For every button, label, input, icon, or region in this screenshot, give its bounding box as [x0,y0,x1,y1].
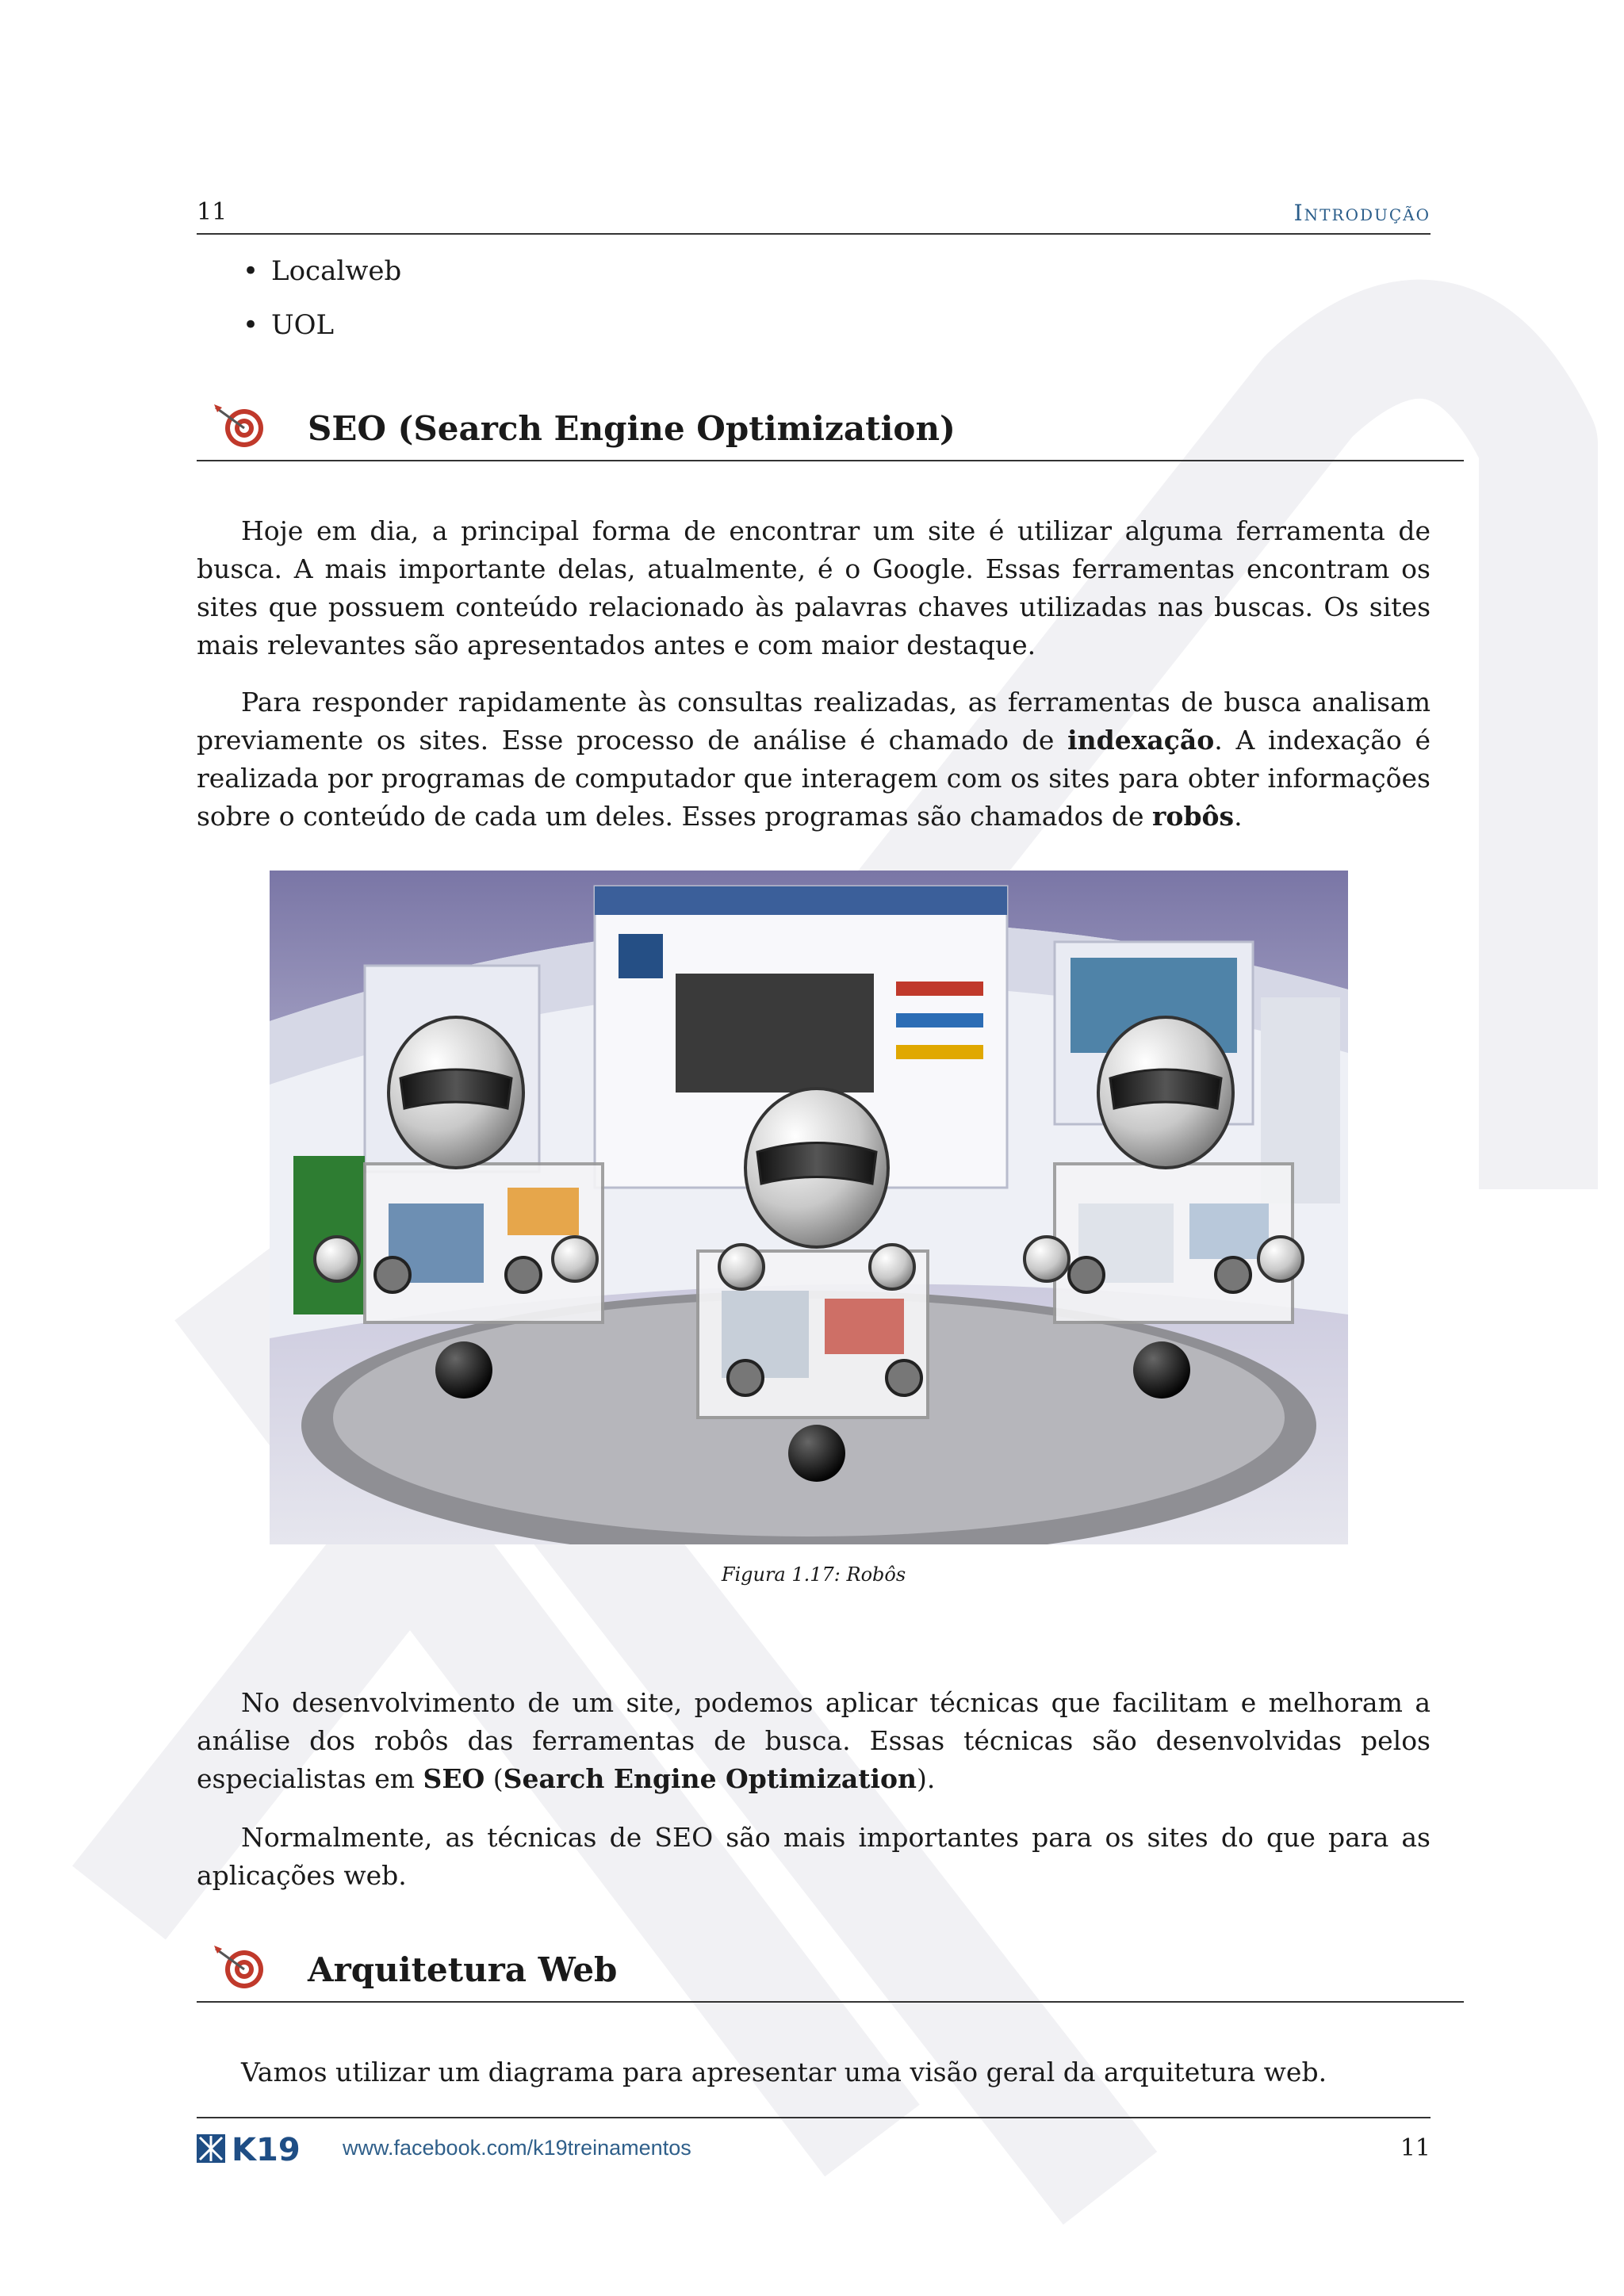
text-run: . A indexação é realizada por programas de computador que interagem com os sites para obter informações sobre o conteúdo de cada um deles. Esses programas são chamados de [197,725,1431,832]
robots-illustration [270,871,1348,1544]
chapter-title: Introdução [1293,200,1431,226]
figure-caption: Figura 1.17: Robôs [721,1563,906,1586]
page-number: 11 [197,198,228,226]
k19-logo [197,2133,324,2164]
svg-text:K19: K19 [232,2133,301,2164]
running-header [197,198,1431,235]
term-seo-expanded: Search Engine Optimization [503,1763,917,1794]
facebook-link[interactable]: www.facebook.com/k19treinamentos [343,2136,691,2160]
paragraph [197,683,1431,836]
page-footer [197,2117,1431,2174]
target-icon [213,403,266,450]
section-heading-arquitetura [197,1933,1464,2003]
text-run: No desenvolvimento de um site, podemos aplicar técnicas que facilitam e melhoram a análise dos robôs das ferramentas de busca. Essas técnicas são desenvolvidas pelos especialistas em [197,1687,1431,1794]
text-run: . [1234,801,1243,832]
term-robos: robôs [1152,801,1235,832]
term-indexacao: indexação [1067,725,1215,756]
paragraph: Vamos utilizar um diagrama para apresentar uma visão geral da arquitetura web. [241,2057,1327,2087]
text-run: Para responder rapidamente às consultas realizadas, as ferramentas de busca analisam previamente os sites. Esse processo de análise é chamado de [197,687,1431,756]
section-title: Arquitetura Web [308,1950,618,1989]
text-run: ). [917,1763,936,1794]
paragraph: Normalmente, as técnicas de SEO são mais importantes para os sites do que para as aplicações web. [197,1822,1431,1891]
list-item: • UOL [243,308,401,362]
paragraph: Hoje em dia, a principal forma de encontrar um site é utilizar alguma ferramenta de busca. A mais importante delas, atualmente, é o Google. Essas ferramentas encontram os sites que possuem conteúdo relacionado às palavras chaves utilizadas nas buscas. Os sites mais relevantes são apresentados antes e com maior destaque. [197,515,1431,660]
term-seo: SEO [423,1763,485,1794]
robots-figure [270,871,1348,1544]
hosting-list [243,254,401,362]
target-icon [213,1944,266,1992]
text-run: ( [485,1763,504,1794]
list-item: • Localweb [243,254,401,308]
section-heading-seo [197,392,1464,461]
paragraph [197,1684,1431,1798]
section-title: SEO (Search Engine Optimization) [308,409,956,448]
page-number-footer: 11 [1400,2134,1431,2162]
